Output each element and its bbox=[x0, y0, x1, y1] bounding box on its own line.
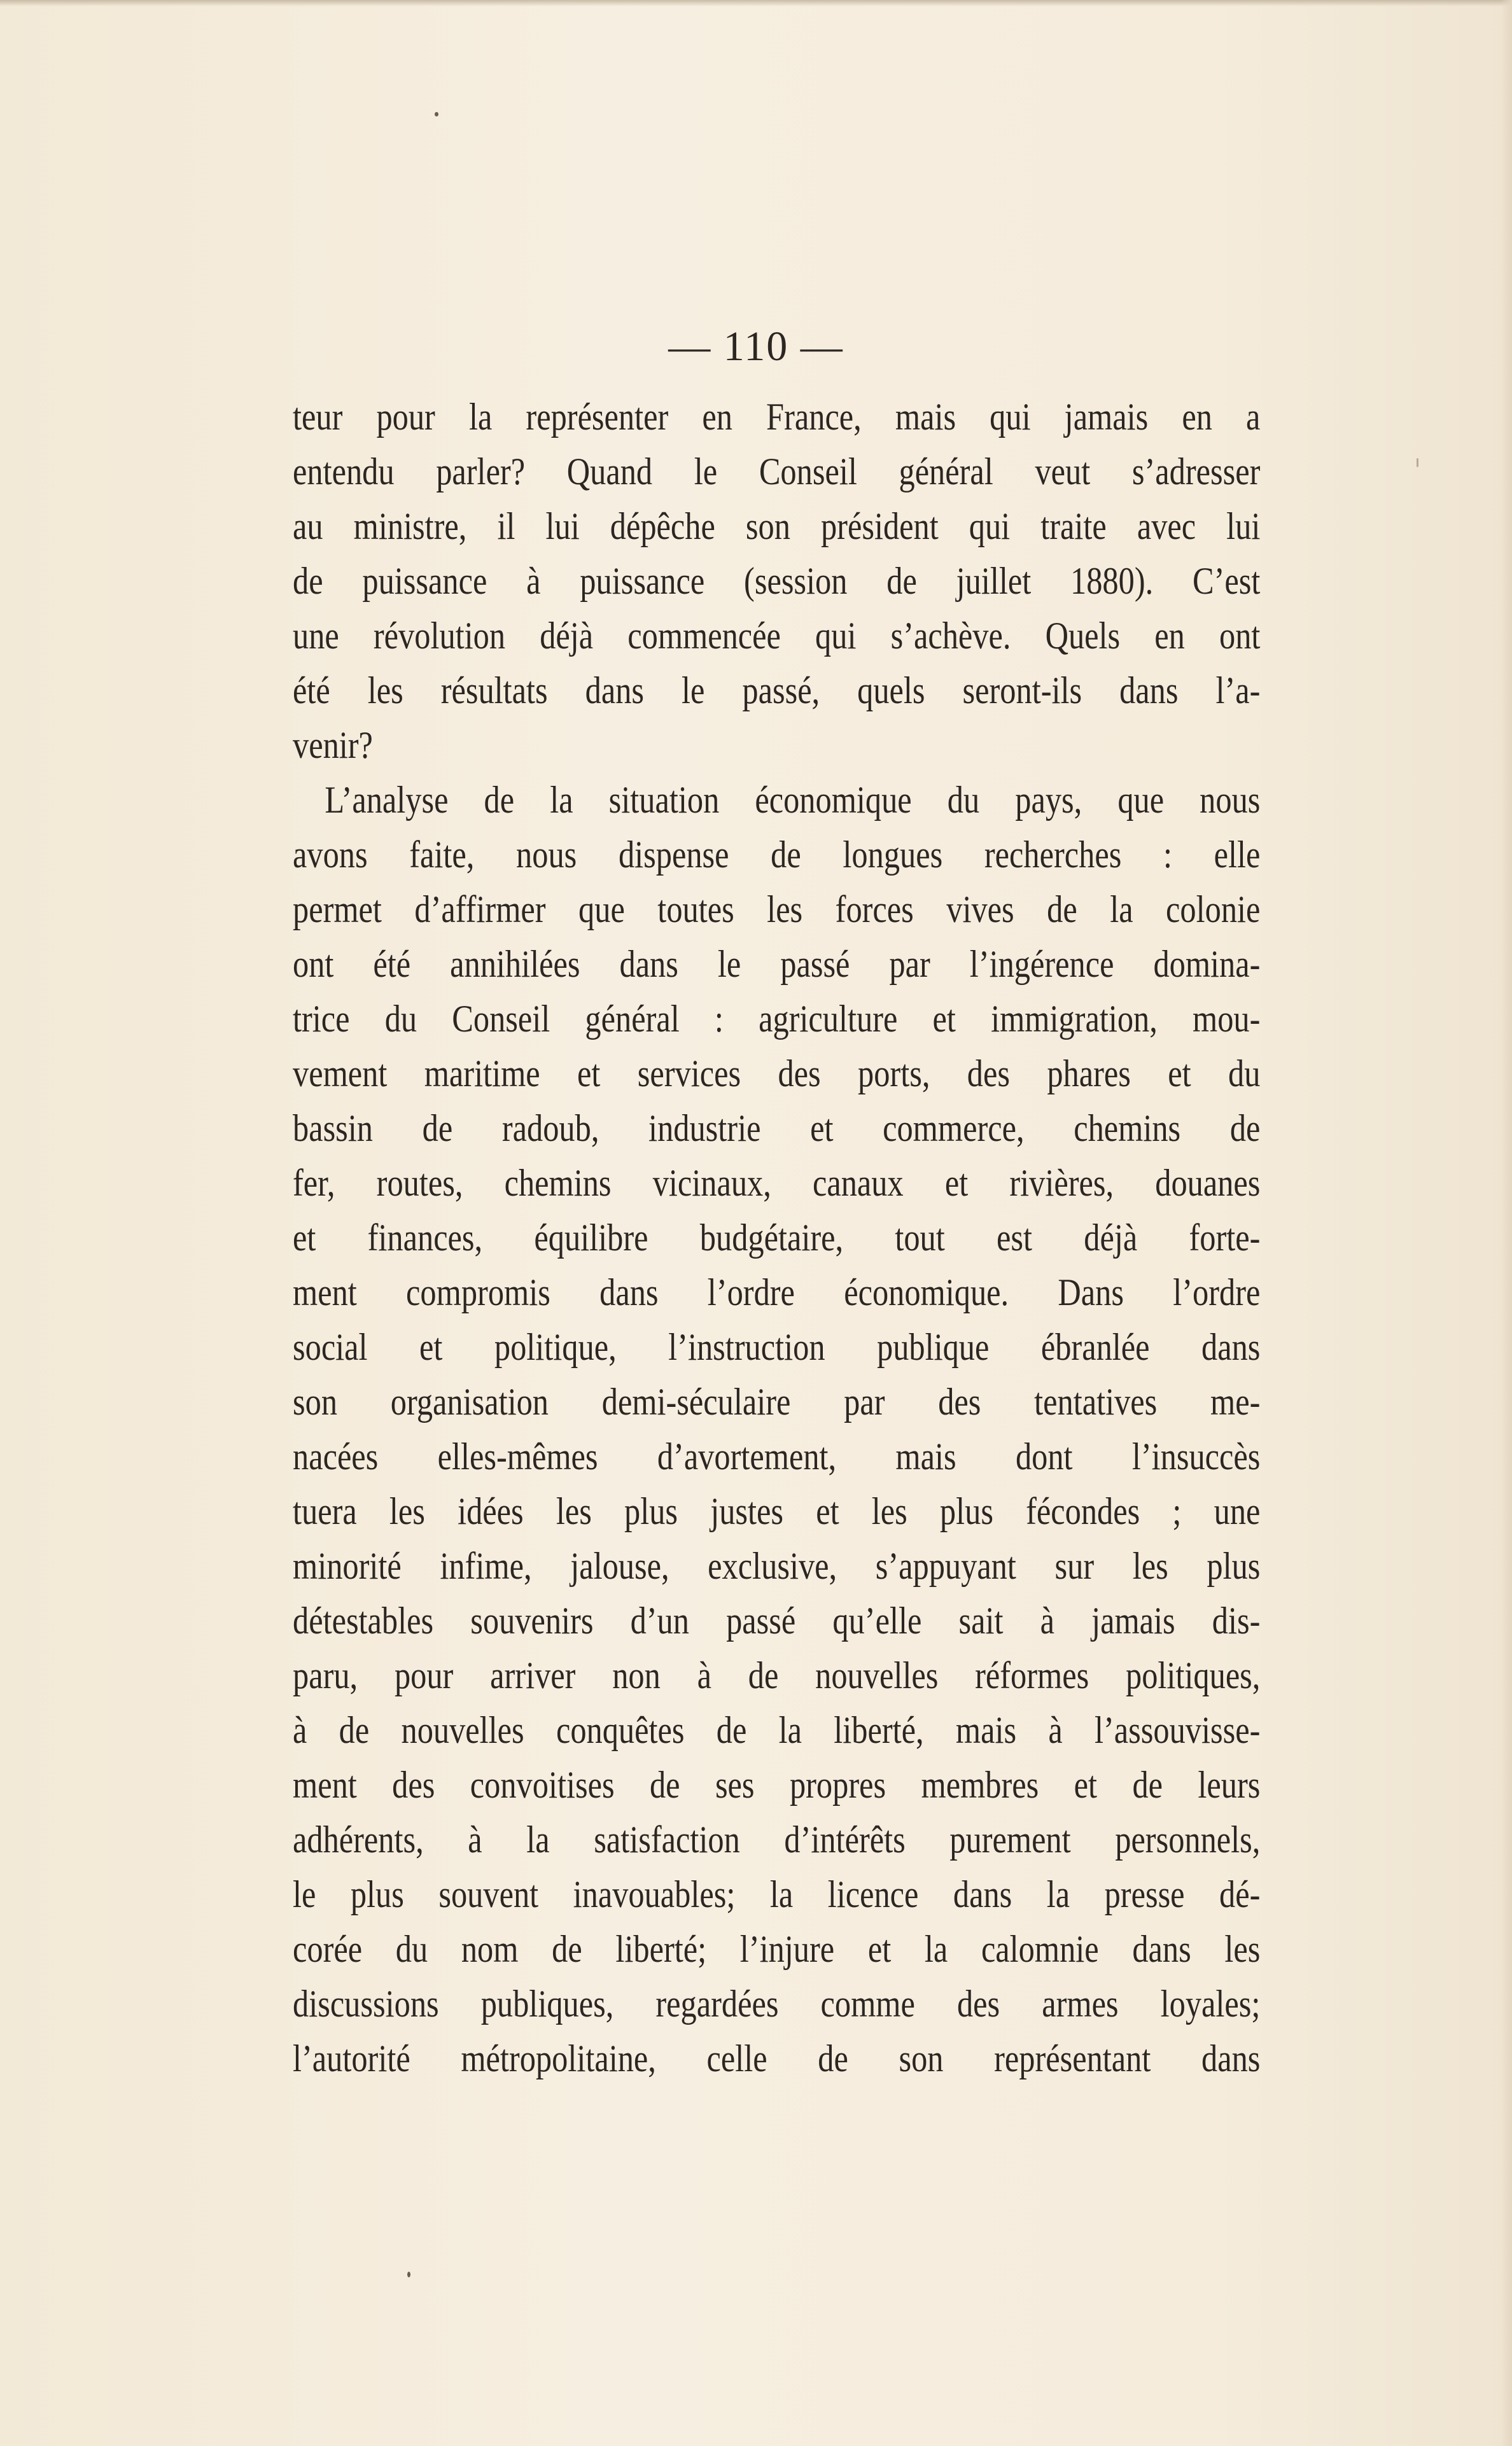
ink-speck bbox=[435, 112, 438, 116]
text-line: à de nouvelles conquêtes de la liberté, mais à l’assouvisse- bbox=[293, 1709, 1261, 1751]
text-line: paru, pour arriver non à de nouvelles réformes politiques, bbox=[293, 1654, 1261, 1696]
page-number: — 110 — bbox=[668, 323, 844, 370]
text-line: ment des convoitises de ses propres membres et de leurs bbox=[293, 1764, 1261, 1806]
text-line: nacées elles-mêmes d’avortement, mais dont l’insuccès bbox=[293, 1436, 1261, 1478]
text-line: tuera les idées les plus justes et les plus fécondes ; une bbox=[293, 1490, 1261, 1532]
text-line: au ministre, il lui dépêche son président qui traite avec lui bbox=[293, 505, 1261, 547]
text-line: vement maritime et services des ports, des phares et du bbox=[293, 1052, 1261, 1094]
body-text bbox=[293, 389, 1260, 2086]
text-line: social et politique, l’instruction publique ébranlée dans bbox=[293, 1326, 1261, 1368]
text-line: le plus souvent inavouables; la licence dans la presse dé- bbox=[293, 1873, 1261, 1915]
text-line: ment compromis dans l’ordre économique. Dans l’ordre bbox=[293, 1271, 1261, 1313]
text-line: une révolution déjà commencée qui s’achève. Quels en ont bbox=[293, 615, 1261, 657]
text-line: son organisation demi-séculaire par des tentatives me- bbox=[293, 1381, 1261, 1423]
text-line: discussions publiques, regardées comme des armes loyales; bbox=[293, 1983, 1261, 2025]
text-line: adhérents, à la satisfaction d’intérêts purement personnels, bbox=[293, 1819, 1261, 1861]
text-line: corée du nom de liberté; l’injure et la calomnie dans les bbox=[293, 1928, 1261, 1970]
text-line: bassin de radoub, industrie et commerce, chemins de bbox=[293, 1107, 1261, 1149]
text-line: détestables souvenirs d’un passé qu’elle sait à jamais dis- bbox=[293, 1600, 1261, 1642]
text-line: minorité infime, jalouse, exclusive, s’appuyant sur les plus bbox=[293, 1545, 1261, 1587]
text-line: l’autorité métropolitaine, celle de son représentant dans bbox=[293, 2037, 1261, 2079]
text-line: teur pour la représenter en France, mais qui jamais en a bbox=[293, 396, 1261, 438]
page-top-edge bbox=[0, 0, 1512, 6]
ink-speck bbox=[1417, 458, 1418, 467]
text-line: fer, routes, chemins vicinaux, canaux et rivières, douanes bbox=[293, 1162, 1261, 1204]
text-line: venir? bbox=[293, 724, 373, 766]
text-line: avons faite, nous dispense de longues recherches : elle bbox=[293, 834, 1261, 876]
text-line: trice du Conseil général : agriculture et immigration, mou- bbox=[293, 998, 1261, 1040]
text-line: et finances, équilibre budgétaire, tout est déjà forte- bbox=[293, 1217, 1261, 1259]
text-line: été les résultats dans le passé, quels seront-ils dans l’a- bbox=[293, 669, 1261, 711]
text-line: ont été annihilées dans le passé par l’ingérence domina- bbox=[293, 943, 1261, 985]
text-line: de puissance à puissance (session de juillet 1880). C’est bbox=[293, 560, 1261, 602]
text-line: L’analyse de la situation économique du pays, que nous bbox=[325, 779, 1261, 821]
text-line: entendu parler? Quand le Conseil général veut s’adresser bbox=[293, 451, 1261, 493]
text-line: permet d’affirmer que toutes les forces vives de la colonie bbox=[293, 888, 1261, 930]
ink-speck bbox=[407, 2272, 410, 2277]
